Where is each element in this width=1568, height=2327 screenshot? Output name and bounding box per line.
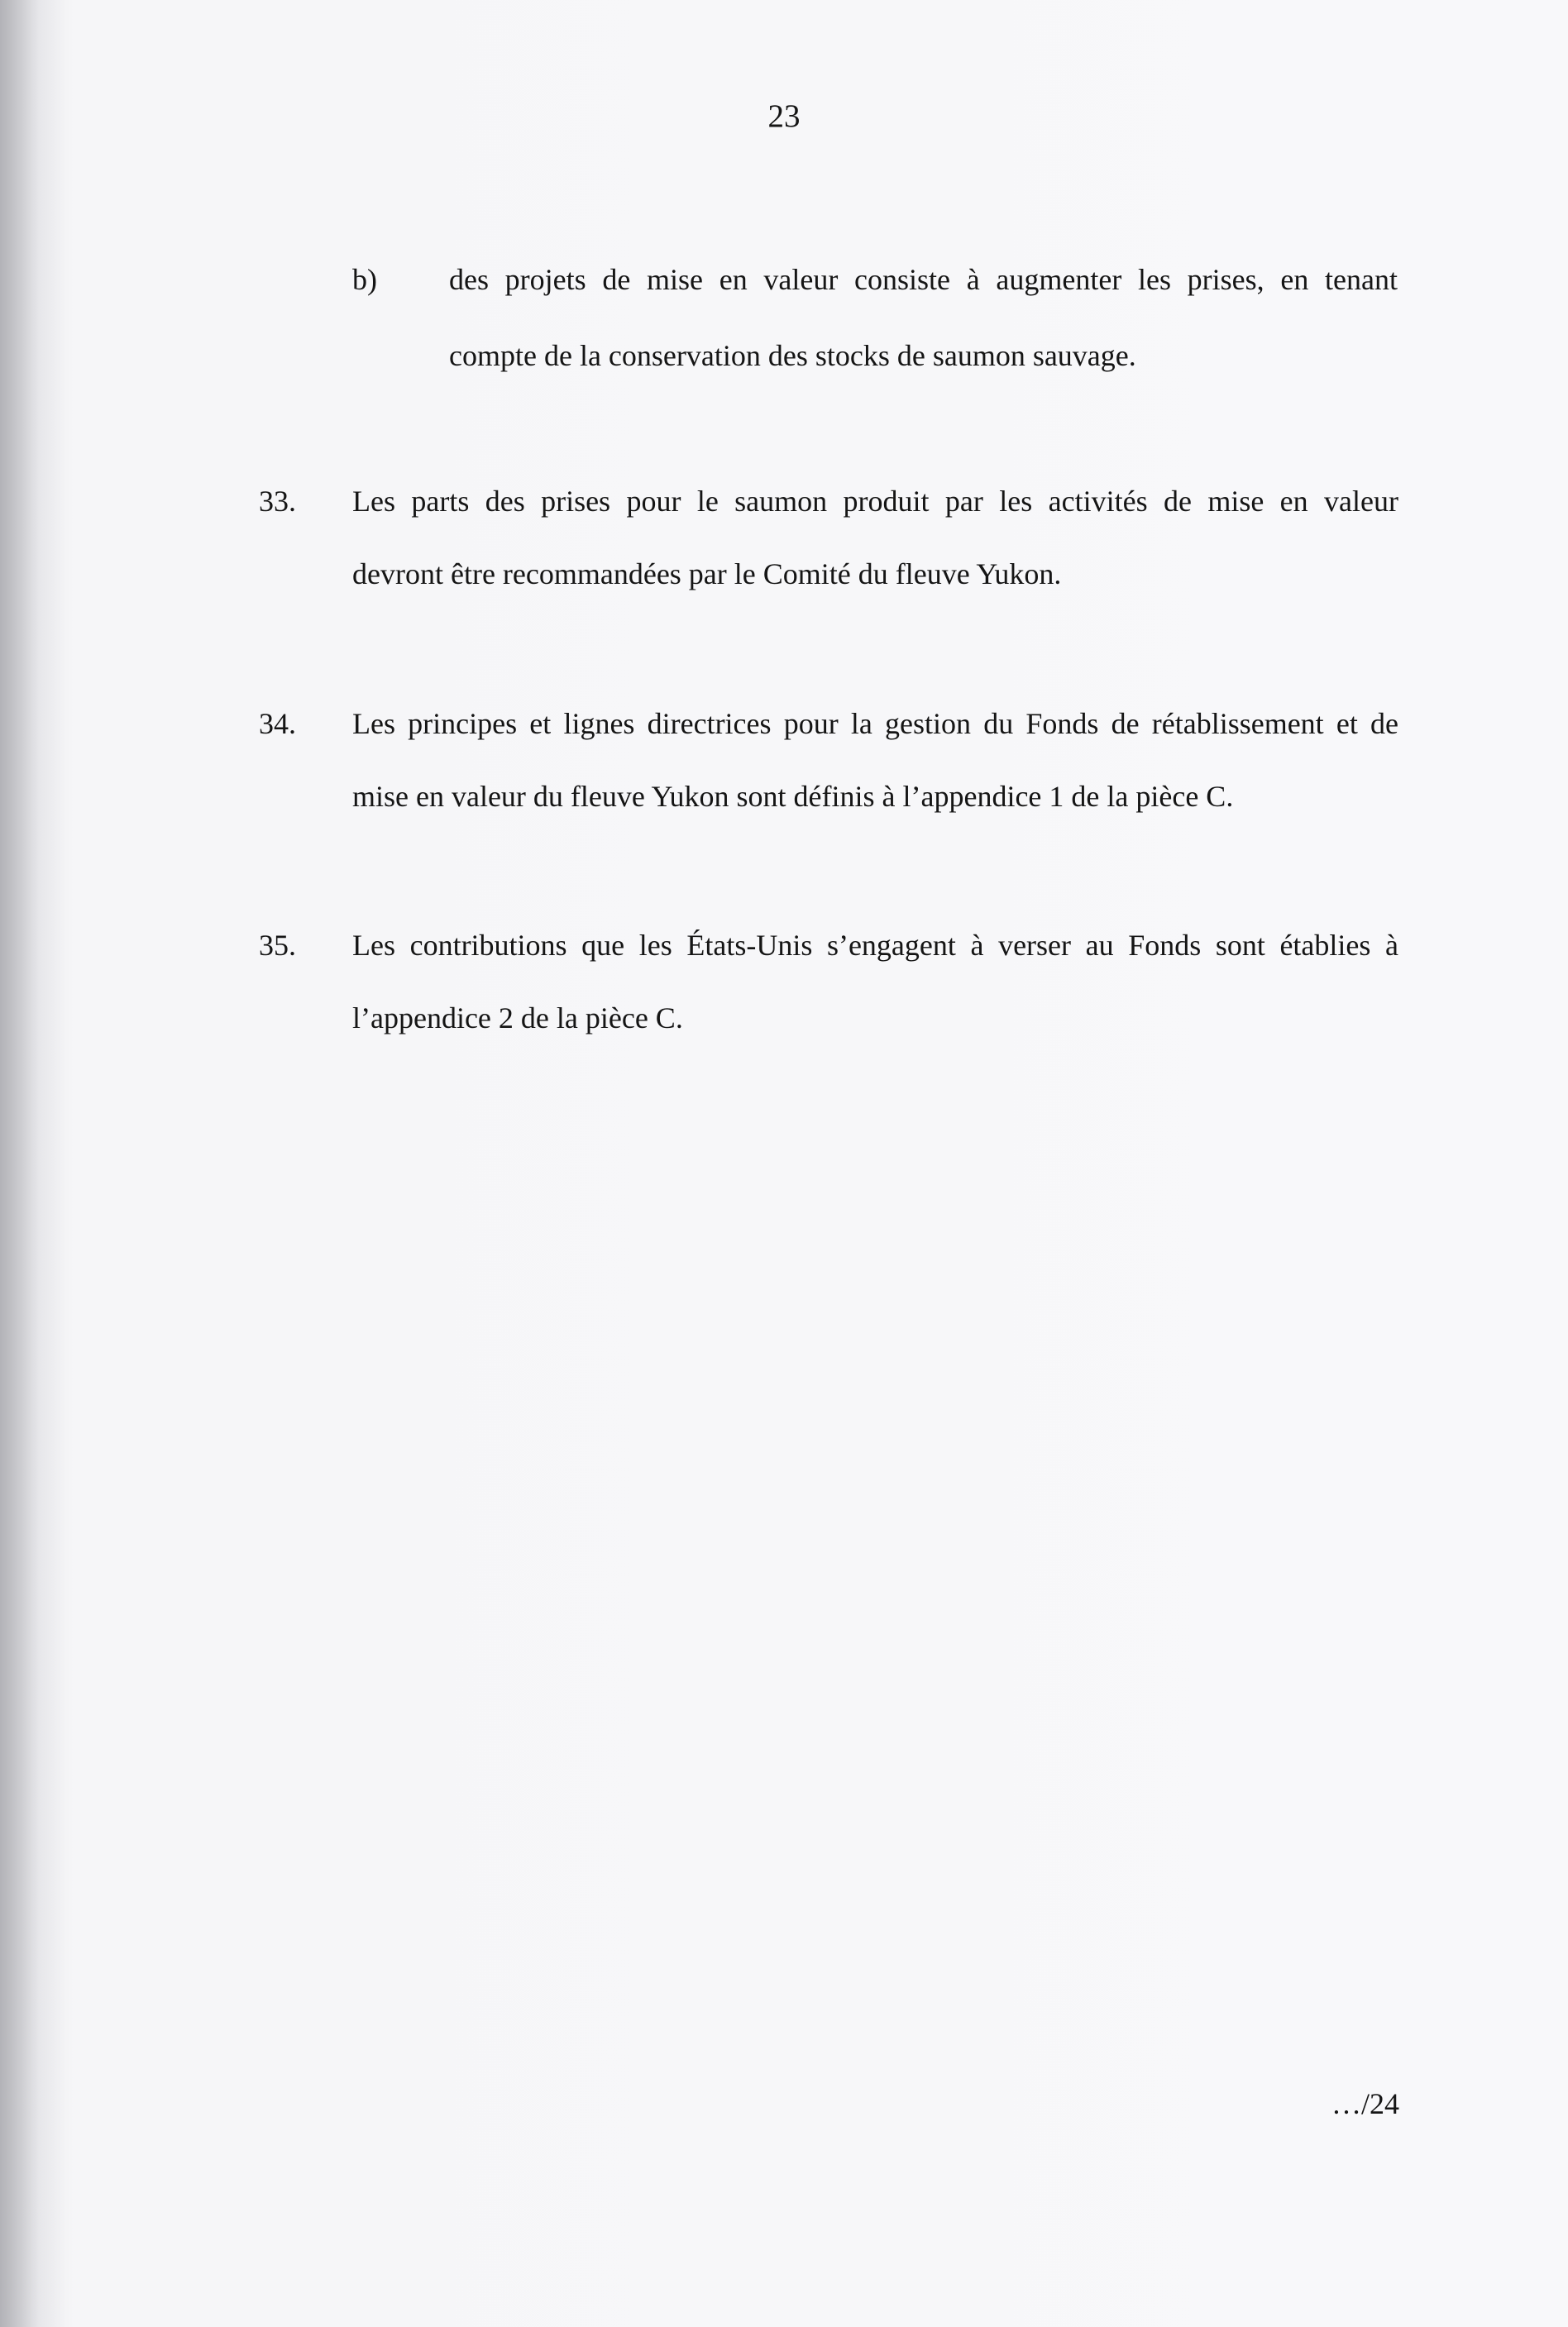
item-35-line-1-text: Les contributions que les États-Unis s’engagent à verser au Fonds sont établies à <box>352 929 1398 962</box>
item-35-line-1 <box>352 930 1398 960</box>
next-page-marker: …/24 <box>1331 2087 1399 2120</box>
item-33-line-2: devront être recommandées par le Comité du fleuve Yukon. <box>352 557 1062 590</box>
page-number: 23 <box>767 98 801 134</box>
item-marker-b: b) <box>352 263 377 296</box>
item-34-line-2: mise en valeur du fleuve Yukon sont définis à l’appendice 1 de la pièce C. <box>352 780 1234 813</box>
item-b-line-1 <box>449 265 1398 294</box>
item-b-line-2: compte de la conservation des stocks de saumon sauvage. <box>449 339 1136 372</box>
item-marker-34: 34. <box>259 707 296 740</box>
scan-edge-shadow <box>0 0 66 2327</box>
item-marker-33: 33. <box>259 485 296 518</box>
item-35-line-2: l’appendice 2 de la pièce C. <box>352 1001 683 1034</box>
item-34-line-1 <box>352 709 1398 738</box>
item-34-line-1-text: Les principes et lignes directrices pour la gestion du Fonds de rétablissement et de <box>352 707 1398 740</box>
item-33-line-1 <box>352 486 1398 516</box>
item-33-line-1-text: Les parts des prises pour le saumon produit par les activités de mise en valeur <box>352 485 1398 518</box>
item-b-line-1-text: des projets de mise en valeur consiste à augmenter les prises, en tenant <box>449 263 1398 296</box>
item-marker-35: 35. <box>259 929 296 962</box>
